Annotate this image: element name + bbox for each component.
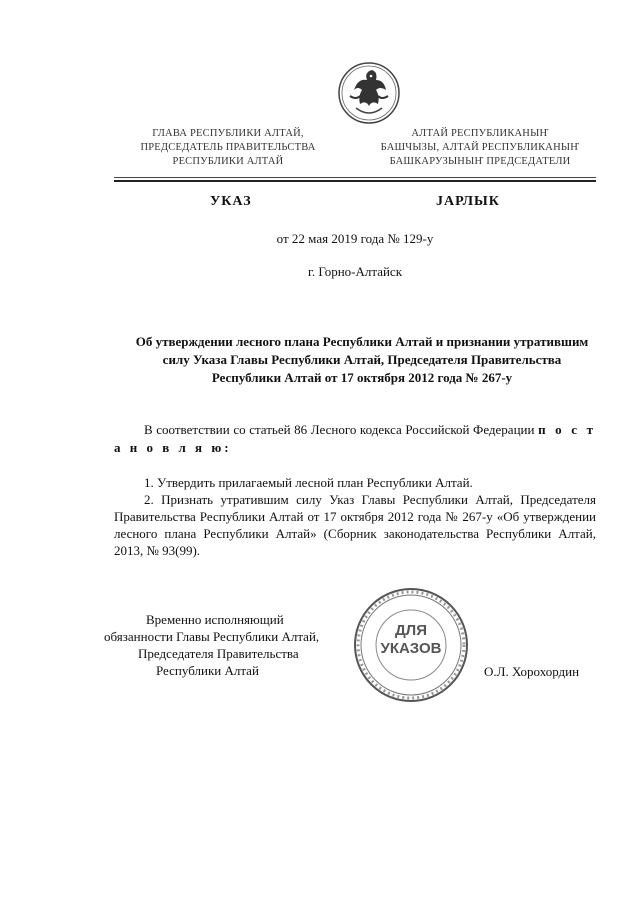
header-divider-thin — [114, 177, 596, 178]
signature-position — [104, 611, 364, 679]
header-right-line: АЛТАЙ РЕСПУБЛИКАНЫҤ — [411, 128, 549, 139]
doc-item-2: 2. Признать утратившим силу Указ Главы Республики Алтай, Председателя Правительства Республики Алтай от 17 октября 2012 года № 267-у «Об утверждении лесного плана Республики Алтай» (Сборник законодательства Республики Алтай, 2013, № 93(99). — [114, 492, 596, 558]
signature-line: Временно исполняющий — [146, 612, 284, 627]
doc-title: Об утверждении лесного плана Республики Алтай и признании утратившим силу Указа Главы Республики Алтай, Председателя Правительства Республики Алтай от 17 октября 2012 года № 267-у — [135, 334, 589, 385]
doc-preamble — [114, 421, 596, 457]
decree-word: п о с т а н о в л я ю: — [114, 422, 597, 455]
header-divider-thick — [114, 180, 596, 182]
signatory-name: О.Л. Хорохордин — [484, 664, 580, 679]
doc-date-number: от 22 мая 2019 года № 129-у — [276, 231, 434, 246]
doc-type-alt: JАРЛЫК — [436, 194, 500, 209]
header-left-block — [122, 127, 334, 169]
doc-type-ru: УКАЗ — [210, 194, 252, 209]
signature-line: обязанности Главы Республики Алтай, — [104, 629, 320, 644]
signature-line: Республики Алтай — [156, 663, 259, 678]
header-right-line: БАШКАРУЗЫНЫҤ ПРЕДСЕДАТЕЛИ — [389, 156, 571, 167]
header-right-line: БАШЧЫЗЫ, АЛТАЙ РЕСПУБЛИКАНЫҤ — [380, 142, 580, 153]
coat-of-arms-emblem — [334, 60, 404, 126]
official-stamp — [352, 586, 470, 704]
doc-city: г. Горно-Алтайск — [307, 264, 403, 279]
preamble-text: В соответствии со статьей 86 Лесного кодекса Российской Федерации — [144, 422, 535, 437]
header-left-line: ПРЕДСЕДАТЕЛЬ ПРАВИТЕЛЬСТВА — [140, 142, 316, 153]
stamp-text-line2: УКАЗОВ — [380, 640, 442, 657]
header-left-line: РЕСПУБЛИКИ АЛТАЙ — [172, 156, 284, 167]
header-left-line: ГЛАВА РЕСПУБЛИКИ АЛТАЙ, — [152, 128, 304, 139]
header-right-block — [364, 127, 596, 169]
stamp-text-line1: ДЛЯ — [395, 622, 427, 639]
doc-item-1: 1. Утвердить прилагаемый лесной план Республики Алтай. — [144, 475, 473, 490]
signature-line: Председателя Правительства — [138, 646, 299, 661]
